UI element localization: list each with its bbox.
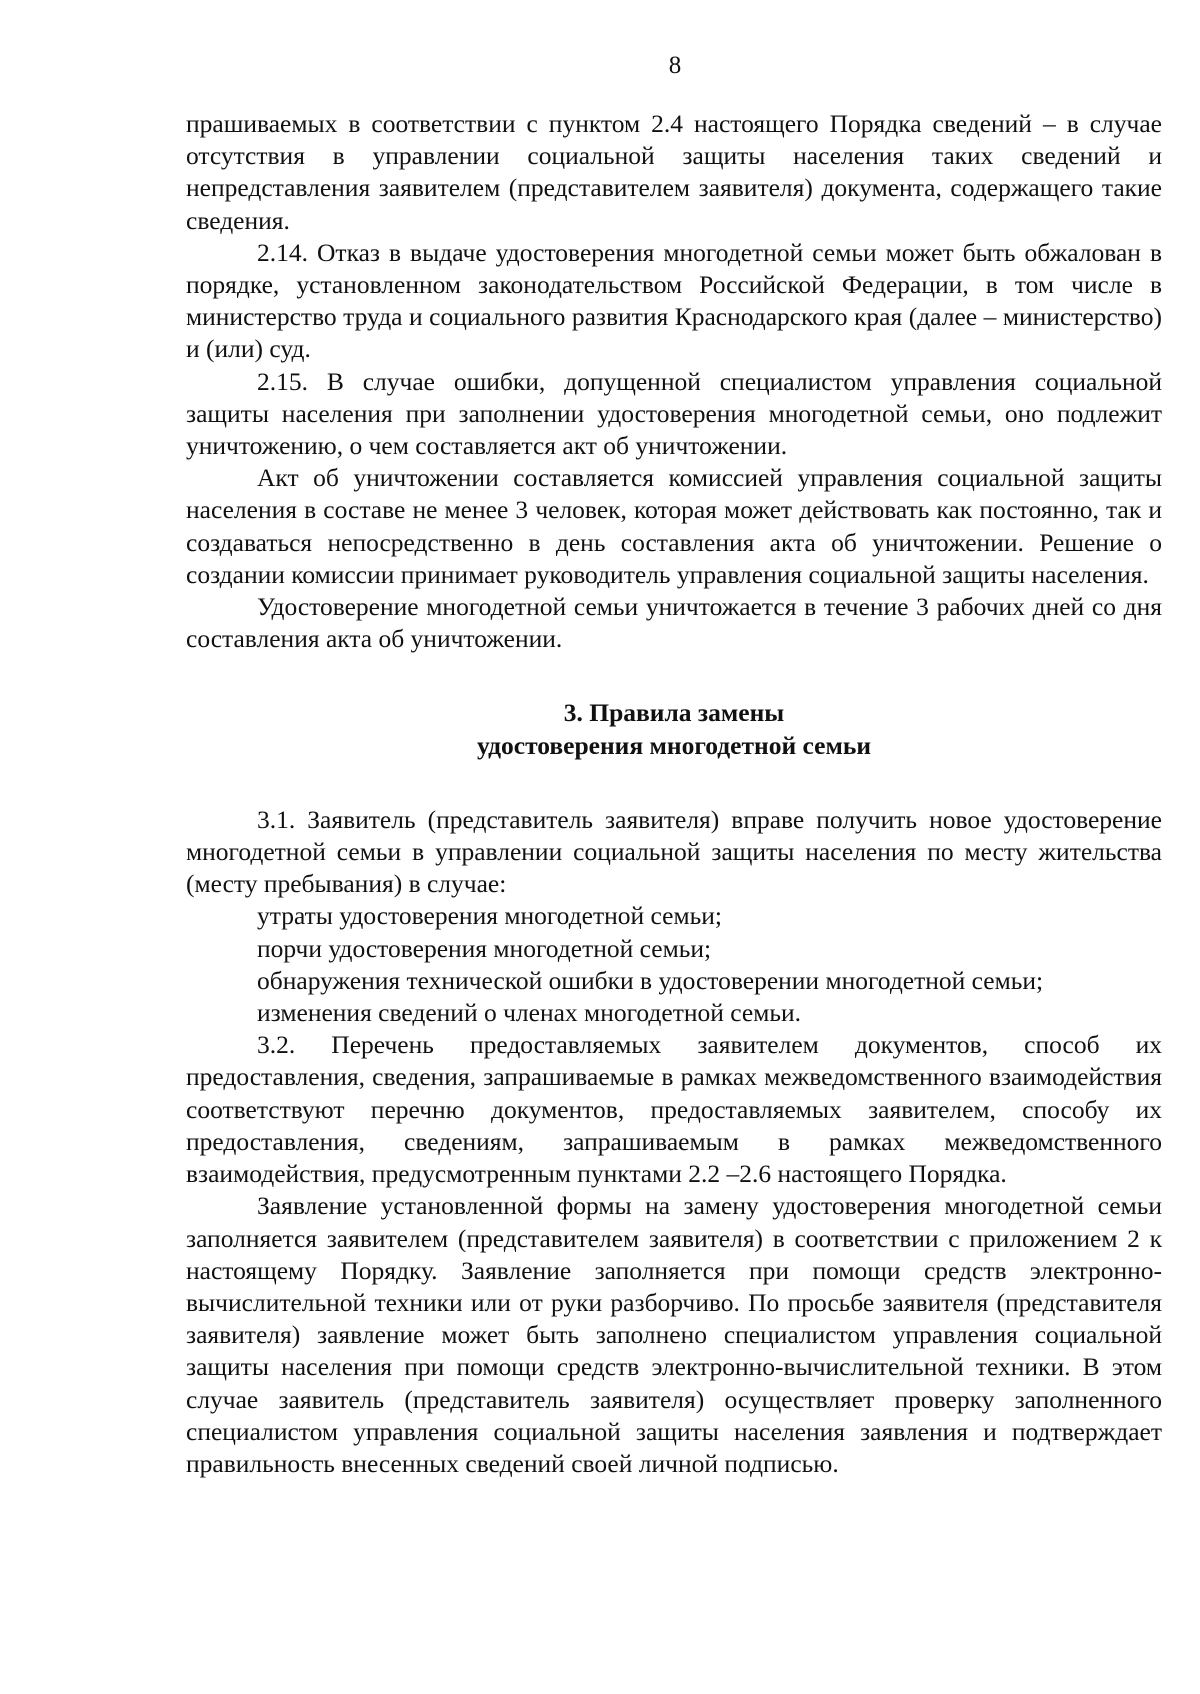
- paragraph-2-14: 2.14. Отказ в выдаче удостоверения многодетной семьи может быть обжалован в порядке, установленном законодательством Российской Федерации, в том числе в министерство труда и социального развития Краснодарского края (далее – министерство) и (или) суд.: [186, 237, 1162, 364]
- list-item: утраты удостоверения многодетной семьи;: [257, 901, 722, 931]
- document-body: [186, 108, 1162, 1480]
- paragraph-application-form: Заявление установленной формы на замену удостоверения многодетной семьи заполняется заявителем (представителем заявителя) в соответствии с приложением 2 к настоящему Порядку. Заявление заполняется при помощи средств электронно-вычислительной техники или от руки разборчиво. По просьбе заявителя (представителя заявителя) заявление может быть заполнено специалистом управления социальной защиты населения при помощи средств электронно-вычислительной техники. В этом случае заявитель (представитель заявителя) осуществляет проверку заполненного специалистом управления социальной защиты населения заявления и подтверждает правильность внесенных сведений своей личной подписью.: [186, 1191, 1162, 1478]
- page-number: 8: [668, 52, 682, 79]
- paragraph-destruction-term: Удостоверение многодетной семьи уничтожается в течение 3 рабочих дней со дня составления акта об уничтожении.: [186, 592, 1162, 654]
- paragraph-destruction-act: Акт об уничтожении составляется комиссией управления социальной защиты населения в составе не менее 3 человек, которая может действовать как постоянно, так и создаваться непосредственно в день составления акта об уничтожении. Решение о создании комиссии принимает руководитель управления социальной защиты населения.: [186, 463, 1162, 589]
- list-item: порчи удостоверения многодетной семьи;: [257, 933, 712, 963]
- section-heading: [186, 697, 1162, 761]
- paragraph-3-2: 3.2. Перечень предоставляемых заявителем документов, способ их предоставления, сведения, запрашиваемые в рамках межведомственного взаимодействия соответствуют перечню документов, предоставляемых заявителем, способу их предоставления, сведениям, запрашиваемым в рамках межведомственного взаимодействия, предусмотренным пунктами 2.2 –2.6 настоящего Порядка.: [186, 1030, 1162, 1189]
- list-item: изменения сведений о членах многодетной семьи.: [257, 998, 802, 1028]
- paragraph-2-15: 2.15. В случае ошибки, допущенной специалистом управления социальной защиты населения при заполнении удостоверения многодетной семьи, оно подлежит уничтожению, о чем составляется акт об уничтожении.: [186, 366, 1162, 461]
- section-heading-line-1: 3. Правила замены: [563, 698, 785, 728]
- paragraph-3-1: 3.1. Заявитель (представитель заявителя) вправе получить новое удостоверение многодетной семьи в управлении социальной защиты населения по месту жительства (месту пребывания) в случае:: [186, 804, 1162, 899]
- section-heading-line-2: удостоверения многодетной семьи: [476, 730, 872, 760]
- list-item: обнаружения технической ошибки в удостоверении многодетной семьи;: [257, 965, 1044, 995]
- paragraph-continuation: прашиваемых в соответствии с пунктом 2.4 настоящего Порядка сведений – в случае отсутствия в управлении социальной защиты населения таких сведений и непредставления заявителем (представителем заявителя) документа, содержащего такие сведения.: [186, 109, 1162, 235]
